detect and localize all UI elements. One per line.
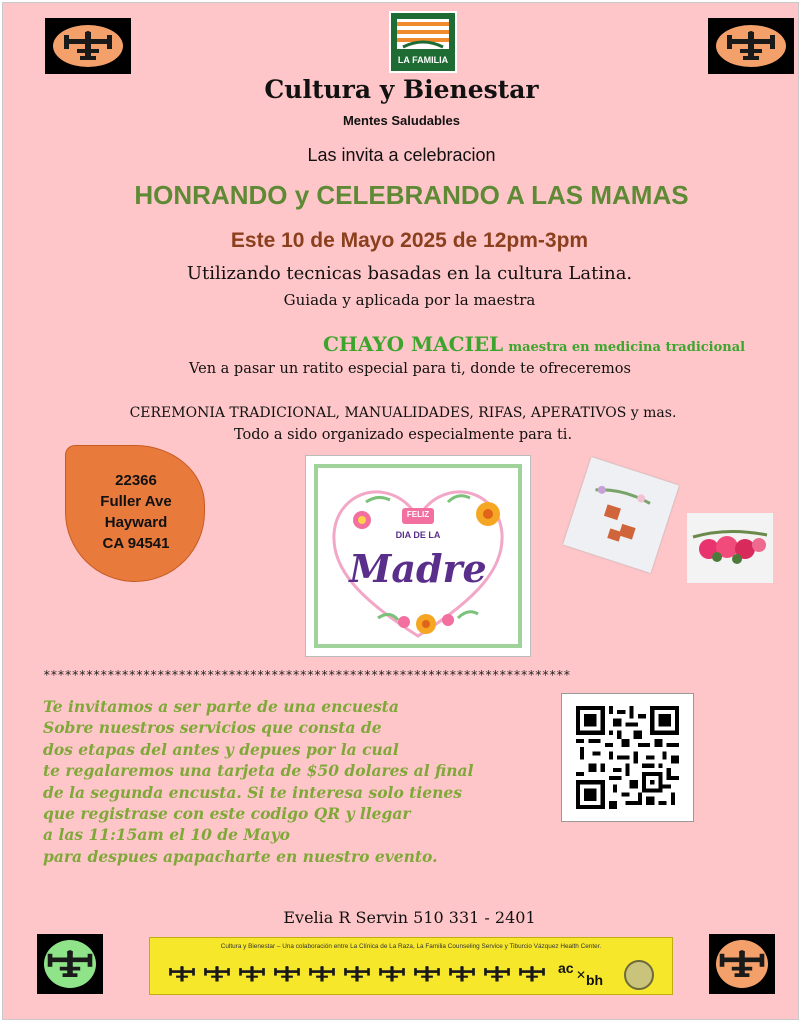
book-stripes-icon [397,19,449,49]
event-tagline: Utilizando tecnicas basadas en la cultura Latina. [186,263,633,284]
acbh-bottom: bh [586,972,604,988]
emblem-bottom-left [37,934,103,994]
card-madre: Madre [349,546,487,591]
footer-emblems [166,960,548,990]
address-line: CA 94541 [102,535,170,552]
logo-name: LA FAMILIA [397,55,449,65]
survey-line: de la segunda encusta. Si te interesa solo tienes [43,782,462,802]
address-block [86,470,186,554]
event-headline: HONRANDO y CELEBRANDO A LAS MAMAS [134,180,689,210]
bird-icon [306,960,338,988]
organized-text: Todo a sido organizado especialmente para ti. [233,427,573,443]
card-dia: DIA DE LA [395,530,441,540]
contact-line: Evelia R Servin 510 331 - 2401 [283,908,536,927]
footer-strip [149,937,673,995]
card-frame [314,464,522,648]
address-badge [65,445,205,582]
page-subtitle: Mentes Saludables [342,113,461,128]
qr-code-icon [576,706,679,809]
survey-line: te regalaremos una tarjeta de $50 dolares al final [43,761,474,781]
bird-icon [341,960,373,988]
flyer [2,2,799,1020]
offer-text: Ven a pasar un ratito especial para ti, donde te ofreceremos [189,361,631,377]
address-line: 22366 [115,472,157,489]
host-line [323,332,745,356]
card-feliz: FELIZ [406,510,430,519]
survey-line: que registrase con este codigo QR y llegar [43,804,411,824]
bird-icon [411,960,443,988]
heart-icon: ✕ [576,968,587,982]
bird-icon [481,960,513,988]
survey-line: a las 11:15am el 10 de Mayo [43,825,290,845]
page-title: Cultura y Bienestar [264,75,539,104]
address-line: Hayward [104,514,168,531]
emblem-top-right [708,18,794,74]
craft-photo-pots [563,457,679,573]
host-role: maestra en medicina tradicional [508,340,746,355]
bird-icon [446,960,478,988]
emblem-bottom-right [709,934,775,994]
mothers-day-card [305,455,531,657]
qr-code[interactable] [561,693,694,822]
event-date: Este 10 de Mayo 2025 de 12pm-3pm [230,229,589,252]
star-divider: ************************************************************************** [43,667,571,682]
survey-line: Sobre nuestros servicios que consta de [43,718,382,738]
bird-icon [716,940,768,988]
bird-icon [166,960,198,988]
bird-icon [236,960,268,988]
bird-icon [201,960,233,988]
address-line: Fuller Ave [100,493,172,510]
acbh-logo [558,960,618,990]
survey-line: para despues apapacharte en nuestro evento. [43,846,438,866]
bird-icon [716,25,786,67]
bird-icon [271,960,303,988]
host-name: CHAYO MACIEL [323,332,504,356]
survey-text [43,696,543,867]
acbh-top: ac [558,960,574,976]
bird-icon [516,960,548,988]
county-seal-icon [624,960,654,990]
bird-icon [44,940,96,988]
survey-line: dos etapas del antes y depues por la cual [43,739,399,759]
bird-icon [53,25,123,67]
activities-text: CEREMONIA TRADICIONAL, MANUALIDADES, RIFAS, APERATIVOS y mas. [129,405,677,421]
footer-collab-text: Cultura y Bienestar – Una colaboración entre La Clínica de La Raza, La Familia Counseling Service y Tiburcio Vázquez Health Center. [220,943,602,950]
craft-photo-flowers [687,513,773,583]
emblem-top-left [45,18,131,74]
survey-line: Te invitamos a ser parte de una encuesta [43,697,399,716]
la-familia-logo [389,11,457,73]
bird-icon [376,960,408,988]
invite-text: Las invita a celebracion [307,145,496,165]
event-guide: Guiada y aplicada por la maestra [283,291,536,309]
